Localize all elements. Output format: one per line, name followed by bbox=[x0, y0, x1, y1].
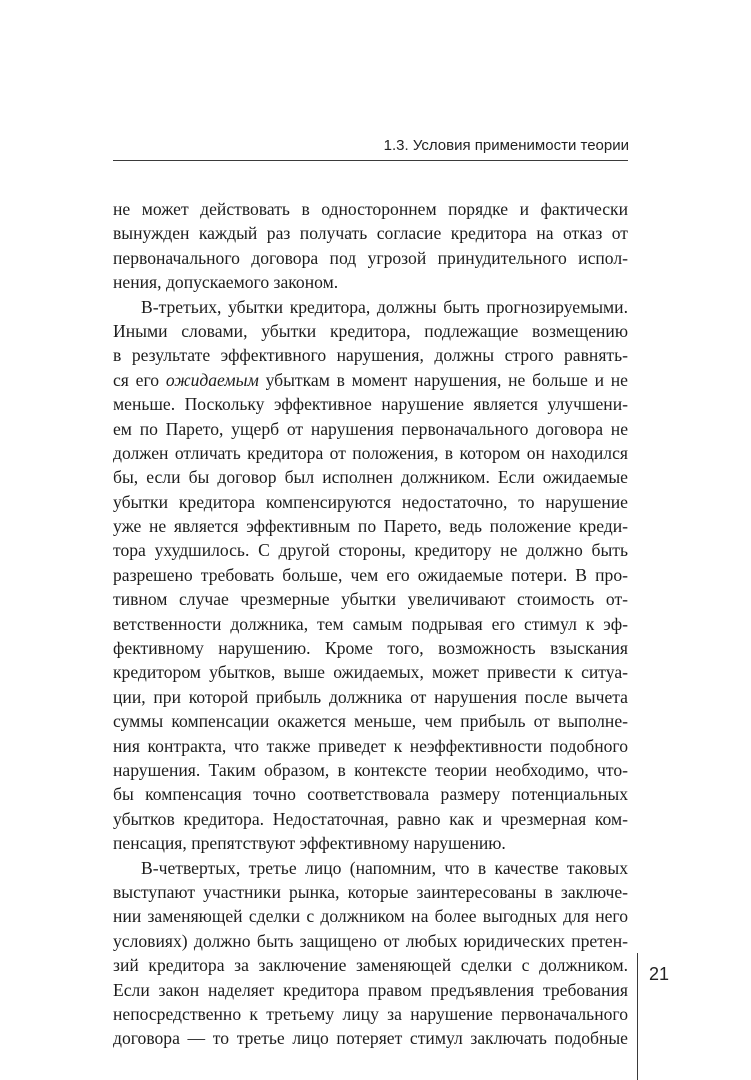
text-line: тора ухудшилось. С другой стороны, кредитору не должно быть bbox=[113, 540, 628, 561]
text-line: бы компенсация точно соответствовала размеру потенциальных bbox=[113, 784, 628, 805]
paragraph-first-line: В-четвертых, третье лицо (напомним, что в качестве таковых bbox=[141, 857, 628, 878]
text-line: Иными словами, убытки кредитора, подлежащие возмещению bbox=[113, 320, 628, 341]
text-line: убытков кредитора. Недостаточная, равно как и чрезмерная ком- bbox=[113, 808, 628, 829]
text-line: выступают участники рынка, которые заинтересованы в заключе- bbox=[113, 881, 628, 902]
page-number: 21 bbox=[649, 964, 670, 984]
emphasized-word: ожидаемым bbox=[165, 369, 259, 390]
text-line: кредитором убытков, выше ожидаемых, может привести к ситуа- bbox=[113, 662, 628, 683]
text-line: разрешено требовать больше, чем его ожидаемые потери. В про- bbox=[113, 564, 628, 585]
text-line: первоначального договора под угрозой принудительного испол- bbox=[113, 247, 628, 268]
text-line: суммы компенсации окажется меньше, чем прибыль от выполне- bbox=[113, 711, 628, 732]
text-line: нарушения. Таким образом, в контексте теории необходимо, что- bbox=[113, 759, 628, 780]
text-fragment: ся его bbox=[113, 369, 166, 390]
text-line: в результате эффективного нарушения, должны строго равнять- bbox=[113, 345, 628, 366]
text-line: меньше. Поскольку эффективное нарушение является улучшени- bbox=[113, 394, 628, 415]
text-line: ния контракта, что также приведет к неэффективности подобного bbox=[113, 735, 628, 756]
footer-vertical-rule bbox=[637, 953, 638, 1080]
text-line: Если закон наделяет кредитора правом предъявления требования bbox=[113, 979, 628, 1000]
text-line: ции, при которой прибыль должника от нарушения после вычета bbox=[113, 686, 628, 707]
text-line: должен отличать кредитора от положения, в котором он находился bbox=[113, 442, 628, 463]
text-line: убытки кредитора компенсируются недостаточно, то нарушение bbox=[113, 491, 628, 512]
text-line: зий кредитора за заключение заменяющей сделки с должником. bbox=[113, 955, 628, 976]
text-line-with-emphasis bbox=[113, 368, 628, 392]
text-line: вынужден каждый раз получать согласие кредитора на отказ от bbox=[113, 223, 628, 244]
body-text bbox=[113, 197, 628, 1051]
text-line: не может действовать в одностороннем порядке и фактически bbox=[113, 199, 628, 219]
text-line: ветственности должника, тем самым подрывая его стимул к эф- bbox=[113, 613, 628, 634]
text-line: пенсация, препятствуют эффективному нарушению. bbox=[113, 833, 506, 854]
text-line: нения, допускаемого законом. bbox=[113, 272, 339, 293]
text-line: нии заменяющей сделки с должником на более выгодных для него bbox=[113, 906, 628, 927]
text-line: уже не является эффективным по Парето, ведь положение креди- bbox=[113, 516, 628, 537]
text-line: бы, если бы договор был исполнен должником. Если ожидаемые bbox=[113, 467, 628, 488]
text-line: фективному нарушению. Кроме того, возможность взыскания bbox=[113, 638, 628, 659]
text-line: условиях) должно быть защищено от любых юридических претен- bbox=[113, 930, 628, 951]
text-line: непосредственно к третьему лицу за нарушение первоначального bbox=[113, 1003, 628, 1024]
text-line: ем по Парето, ущерб от нарушения первоначального договора не bbox=[113, 418, 628, 439]
paragraph-first-line: В-третьих, убытки кредитора, должны быть прогнозируемыми. bbox=[141, 296, 628, 317]
text-line: тивном случае чрезмерные убытки увеличивают стоимость от- bbox=[113, 589, 628, 610]
text-line: договора — то третье лицо потеряет стимул заключать подобные bbox=[113, 1028, 628, 1049]
header-rule bbox=[113, 160, 628, 161]
text-fragment: убыткам в момент нарушения, не больше и не bbox=[258, 369, 628, 390]
running-header: 1.3. Условия применимости теории bbox=[383, 137, 629, 154]
